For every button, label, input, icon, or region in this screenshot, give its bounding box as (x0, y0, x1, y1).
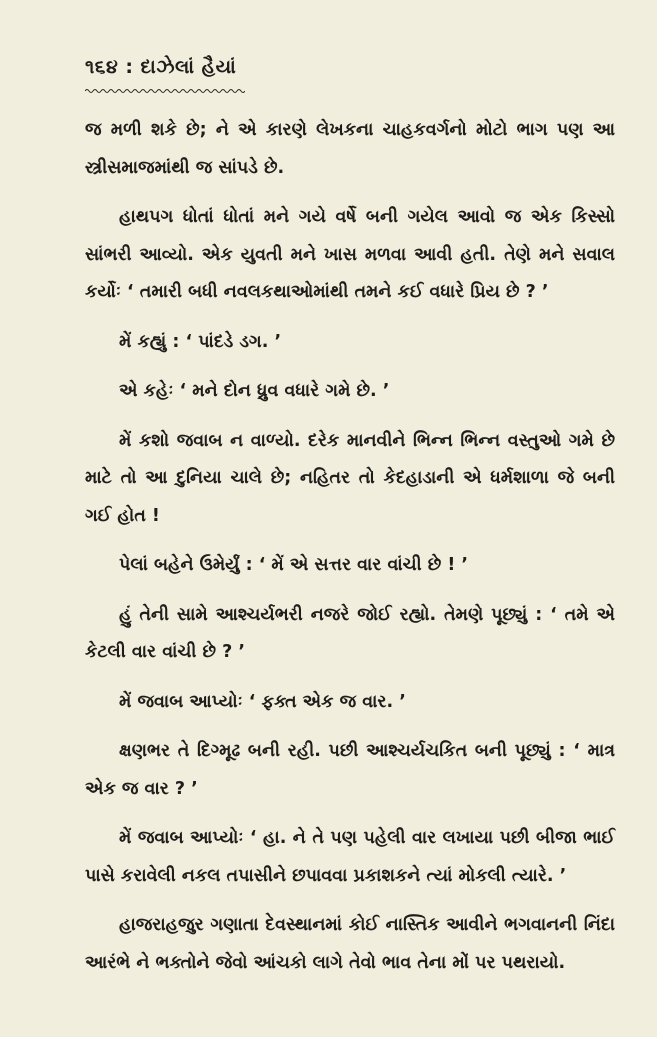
paragraph: મેં કહ્યું : ‘ પાંદડે ડગ. ’ (119, 331, 282, 352)
paragraph: હાથપગ ધોતાં ધોતાં મને ગયે વર્ષે બની ગયેલ આવો જ એક કિસ્સો સાંભરી આવ્યો. એક યુવતી મને ખાસ મળવા આવી હતી. તેણે મને સવાલ કર્યોઃ ‘ તમારી બધી નવલકથાઓમાંથી તમને કઈ વધારે પ્રિય છે ? ’ (85, 207, 615, 302)
wavy-rule (85, 88, 245, 94)
paragraph: હાજરાહજુર ગણાતા દેવસ્થાનમાં કોઈ નાસ્તિક આવીને ભગવાનની નિંદા આરંભે ને ભક્તોને જેવો આંચકો લાગે તેવો ભાવ તેના મોં પર પથરાયો. (85, 915, 615, 973)
paragraph: મેં કશો જવાબ ન વાળ્યો. દરેક માનવીને ભિન્ન ભિન્ન વસ્તુઓ ગમે છે માટે તો આ દુનિયા ચાલે છે; નહિતર તો કેદહાડાની એ ધર્મશાળા જે બની ગઈ હોત ! (85, 430, 615, 526)
paragraph: જ મળી શકે છે; ને એ કારણે લેખકના ચાહકવર્ગનો મોટો ભાગ પણ આ સ્ત્રીસમાજમાંથી જ સાંપડે છે. (85, 120, 615, 178)
paragraph: ક્ષણભર તે દિગ્મૂઢ બની રહી. પછી આશ્ચર્યચકિત બની પૂછ્યું : ‘ માત્ર એક જ વાર ? ’ (85, 741, 615, 799)
paragraph: પેલાં બહેને ઉમેર્યું : ‘ મેં એ સત્તર વાર વાંચી છે ! ’ (119, 555, 469, 575)
running-head: ૧૬૪ : દાઝેલાં હૈયાં (85, 56, 237, 78)
paragraph: એ કહેઃ ‘ મને દોન ધ્રુવ વધારે ગમે છે. ’ (119, 381, 390, 401)
paragraph: મેં જવાબ આપ્યોઃ ‘ ફક્ત એક જ વાર. ’ (119, 691, 406, 712)
paragraph: મેં જવાબ આપ્યોઃ ‘ હા. ને તે પણ પહેલી વાર લખાયા પછી બીજા ભાઈ પાસે કરાવેલી નકલ તપાસીને છપાવવા પ્રકાશકને ત્યાં મોકલી ત્યારે. ’ (85, 828, 615, 886)
paragraph: હું તેની સામે આશ્ચર્યભરી નજરે જોઈ રહ્યો. તેમણે પૂછ્યું : ‘ તમે એ કેટલી વાર વાંચી છે ? ’ (85, 604, 615, 662)
body-text (85, 112, 615, 994)
